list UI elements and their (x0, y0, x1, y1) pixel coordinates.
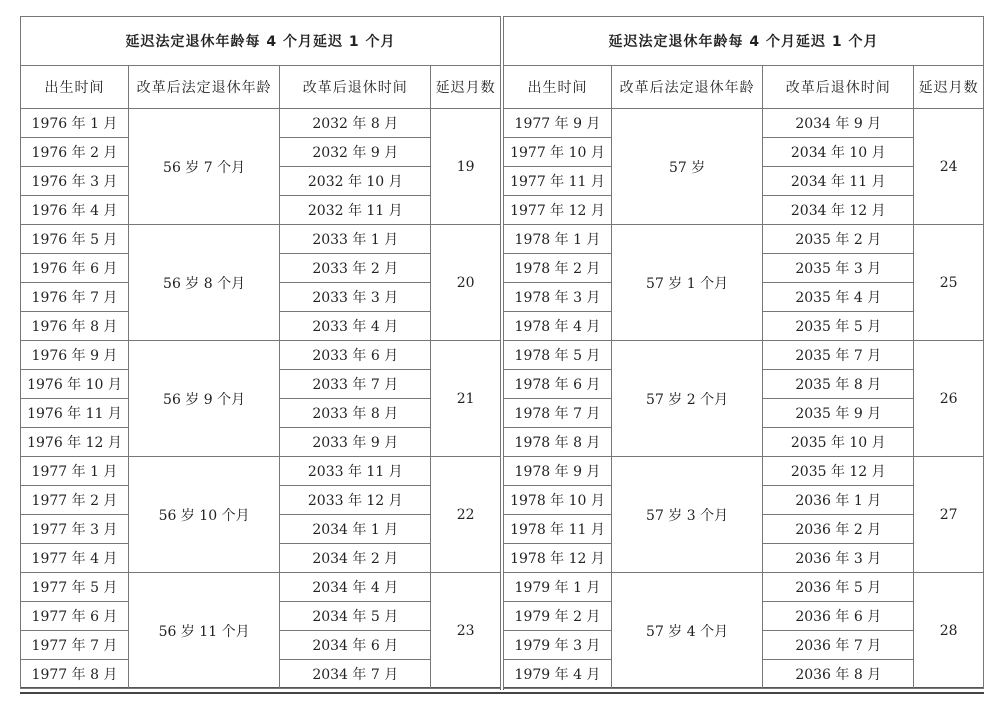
retirement-time-cell: 2033 年 7 月 (280, 370, 431, 399)
table-title: 延迟法定退休年龄每 4 个月延迟 1 个月 (21, 17, 501, 66)
retirement-age-cell: 56 岁 7 个月 (129, 109, 280, 225)
birth-time-cell: 1978 年 1 月 (504, 225, 612, 254)
retirement-time-cell: 2033 年 11 月 (280, 457, 431, 486)
birth-time-cell: 1976 年 12 月 (21, 428, 129, 457)
birth-time-cell: 1978 年 3 月 (504, 283, 612, 312)
table-row (504, 573, 984, 602)
delay-months-cell: 19 (431, 109, 501, 225)
delay-months-cell: 21 (431, 341, 501, 457)
birth-time-cell: 1978 年 9 月 (504, 457, 612, 486)
retirement-time-cell: 2035 年 5 月 (763, 312, 914, 341)
retirement-time-cell: 2034 年 7 月 (280, 660, 431, 689)
birth-time-cell: 1976 年 3 月 (21, 167, 129, 196)
delay-months-cell: 25 (914, 225, 984, 341)
header-delay-months: 延迟月数 (431, 66, 501, 109)
birth-time-cell: 1977 年 10 月 (504, 138, 612, 167)
birth-time-cell: 1977 年 8 月 (21, 660, 129, 689)
retirement-time-cell: 2035 年 3 月 (763, 254, 914, 283)
birth-time-cell: 1978 年 11 月 (504, 515, 612, 544)
birth-time-cell: 1976 年 1 月 (21, 109, 129, 138)
retirement-age-cell: 56 岁 9 个月 (129, 341, 280, 457)
birth-time-cell: 1976 年 5 月 (21, 225, 129, 254)
retirement-time-cell: 2033 年 2 月 (280, 254, 431, 283)
retirement-age-cell: 57 岁 2 个月 (612, 341, 763, 457)
bottom-rule (20, 692, 984, 694)
birth-time-cell: 1979 年 2 月 (504, 602, 612, 631)
retirement-time-cell: 2035 年 7 月 (763, 341, 914, 370)
birth-time-cell: 1976 年 8 月 (21, 312, 129, 341)
retirement-time-cell: 2036 年 2 月 (763, 515, 914, 544)
table-row (21, 109, 501, 138)
retirement-time-cell: 2034 年 6 月 (280, 631, 431, 660)
retirement-time-cell: 2032 年 9 月 (280, 138, 431, 167)
delay-months-cell: 26 (914, 341, 984, 457)
birth-time-cell: 1979 年 1 月 (504, 573, 612, 602)
retirement-time-cell: 2033 年 12 月 (280, 486, 431, 515)
birth-time-cell: 1976 年 6 月 (21, 254, 129, 283)
retirement-time-cell: 2033 年 3 月 (280, 283, 431, 312)
birth-time-cell: 1978 年 7 月 (504, 399, 612, 428)
retirement-table-left (20, 16, 501, 690)
birth-time-cell: 1978 年 10 月 (504, 486, 612, 515)
birth-time-cell: 1977 年 1 月 (21, 457, 129, 486)
retirement-age-cell: 56 岁 10 个月 (129, 457, 280, 573)
birth-time-cell: 1978 年 2 月 (504, 254, 612, 283)
retirement-time-cell: 2036 年 1 月 (763, 486, 914, 515)
birth-time-cell: 1978 年 12 月 (504, 544, 612, 573)
birth-time-cell: 1976 年 11 月 (21, 399, 129, 428)
birth-time-cell: 1976 年 4 月 (21, 196, 129, 225)
birth-time-cell: 1978 年 5 月 (504, 341, 612, 370)
delay-months-cell: 22 (431, 457, 501, 573)
retirement-time-cell: 2035 年 4 月 (763, 283, 914, 312)
table-row (504, 225, 984, 254)
birth-time-cell: 1979 年 3 月 (504, 631, 612, 660)
delay-months-cell: 24 (914, 109, 984, 225)
retirement-time-cell: 2036 年 6 月 (763, 602, 914, 631)
header-retirement-time: 改革后退休时间 (763, 66, 914, 109)
retirement-time-cell: 2035 年 8 月 (763, 370, 914, 399)
table-row (21, 225, 501, 254)
retirement-time-cell: 2034 年 12 月 (763, 196, 914, 225)
birth-time-cell: 1977 年 9 月 (504, 109, 612, 138)
birth-time-cell: 1977 年 11 月 (504, 167, 612, 196)
header-birth-time: 出生时间 (21, 66, 129, 109)
retirement-time-cell: 2032 年 8 月 (280, 109, 431, 138)
birth-time-cell: 1977 年 5 月 (21, 573, 129, 602)
retirement-age-cell: 57 岁 1 个月 (612, 225, 763, 341)
retirement-time-cell: 2032 年 10 月 (280, 167, 431, 196)
birth-time-cell: 1978 年 6 月 (504, 370, 612, 399)
birth-time-cell: 1976 年 2 月 (21, 138, 129, 167)
retirement-time-cell: 2035 年 10 月 (763, 428, 914, 457)
birth-time-cell: 1977 年 7 月 (21, 631, 129, 660)
retirement-age-cell: 56 岁 8 个月 (129, 225, 280, 341)
retirement-time-cell: 2034 年 5 月 (280, 602, 431, 631)
delay-months-cell: 23 (431, 573, 501, 689)
retirement-time-cell: 2035 年 2 月 (763, 225, 914, 254)
retirement-time-cell: 2034 年 1 月 (280, 515, 431, 544)
birth-time-cell: 1978 年 4 月 (504, 312, 612, 341)
table-row (504, 109, 984, 138)
retirement-table-right (503, 16, 984, 690)
birth-time-cell: 1976 年 9 月 (21, 341, 129, 370)
retirement-age-cell: 57 岁 3 个月 (612, 457, 763, 573)
header-retirement-age: 改革后法定退休年龄 (612, 66, 763, 109)
delay-months-cell: 27 (914, 457, 984, 573)
retirement-time-cell: 2036 年 3 月 (763, 544, 914, 573)
header-retirement-time: 改革后退休时间 (280, 66, 431, 109)
table-row (21, 457, 501, 486)
delay-months-cell: 28 (914, 573, 984, 689)
retirement-time-cell: 2034 年 2 月 (280, 544, 431, 573)
birth-time-cell: 1977 年 3 月 (21, 515, 129, 544)
retirement-time-cell: 2033 年 4 月 (280, 312, 431, 341)
header-birth-time: 出生时间 (504, 66, 612, 109)
retirement-time-cell: 2036 年 8 月 (763, 660, 914, 689)
retirement-time-cell: 2033 年 6 月 (280, 341, 431, 370)
retirement-time-cell: 2035 年 12 月 (763, 457, 914, 486)
table-row (21, 573, 501, 602)
retirement-time-cell: 2036 年 5 月 (763, 573, 914, 602)
birth-time-cell: 1977 年 6 月 (21, 602, 129, 631)
birth-time-cell: 1976 年 7 月 (21, 283, 129, 312)
retirement-age-cell: 57 岁 4 个月 (612, 573, 763, 689)
retirement-time-cell: 2032 年 11 月 (280, 196, 431, 225)
birth-time-cell: 1977 年 12 月 (504, 196, 612, 225)
retirement-time-cell: 2034 年 9 月 (763, 109, 914, 138)
birth-time-cell: 1976 年 10 月 (21, 370, 129, 399)
birth-time-cell: 1977 年 4 月 (21, 544, 129, 573)
birth-time-cell: 1978 年 8 月 (504, 428, 612, 457)
retirement-age-cell: 56 岁 11 个月 (129, 573, 280, 689)
delay-months-cell: 20 (431, 225, 501, 341)
retirement-time-cell: 2033 年 1 月 (280, 225, 431, 254)
retirement-time-cell: 2034 年 4 月 (280, 573, 431, 602)
birth-time-cell: 1977 年 2 月 (21, 486, 129, 515)
header-retirement-age: 改革后法定退休年龄 (129, 66, 280, 109)
retirement-time-cell: 2034 年 11 月 (763, 167, 914, 196)
retirement-time-cell: 2034 年 10 月 (763, 138, 914, 167)
table-row (21, 341, 501, 370)
table-title: 延迟法定退休年龄每 4 个月延迟 1 个月 (504, 17, 984, 66)
retirement-time-cell: 2036 年 7 月 (763, 631, 914, 660)
retirement-time-cell: 2033 年 9 月 (280, 428, 431, 457)
retirement-age-cell: 57 岁 (612, 109, 763, 225)
table-row (504, 341, 984, 370)
retirement-time-cell: 2035 年 9 月 (763, 399, 914, 428)
birth-time-cell: 1979 年 4 月 (504, 660, 612, 689)
retirement-time-cell: 2033 年 8 月 (280, 399, 431, 428)
header-delay-months: 延迟月数 (914, 66, 984, 109)
table-row (504, 457, 984, 486)
